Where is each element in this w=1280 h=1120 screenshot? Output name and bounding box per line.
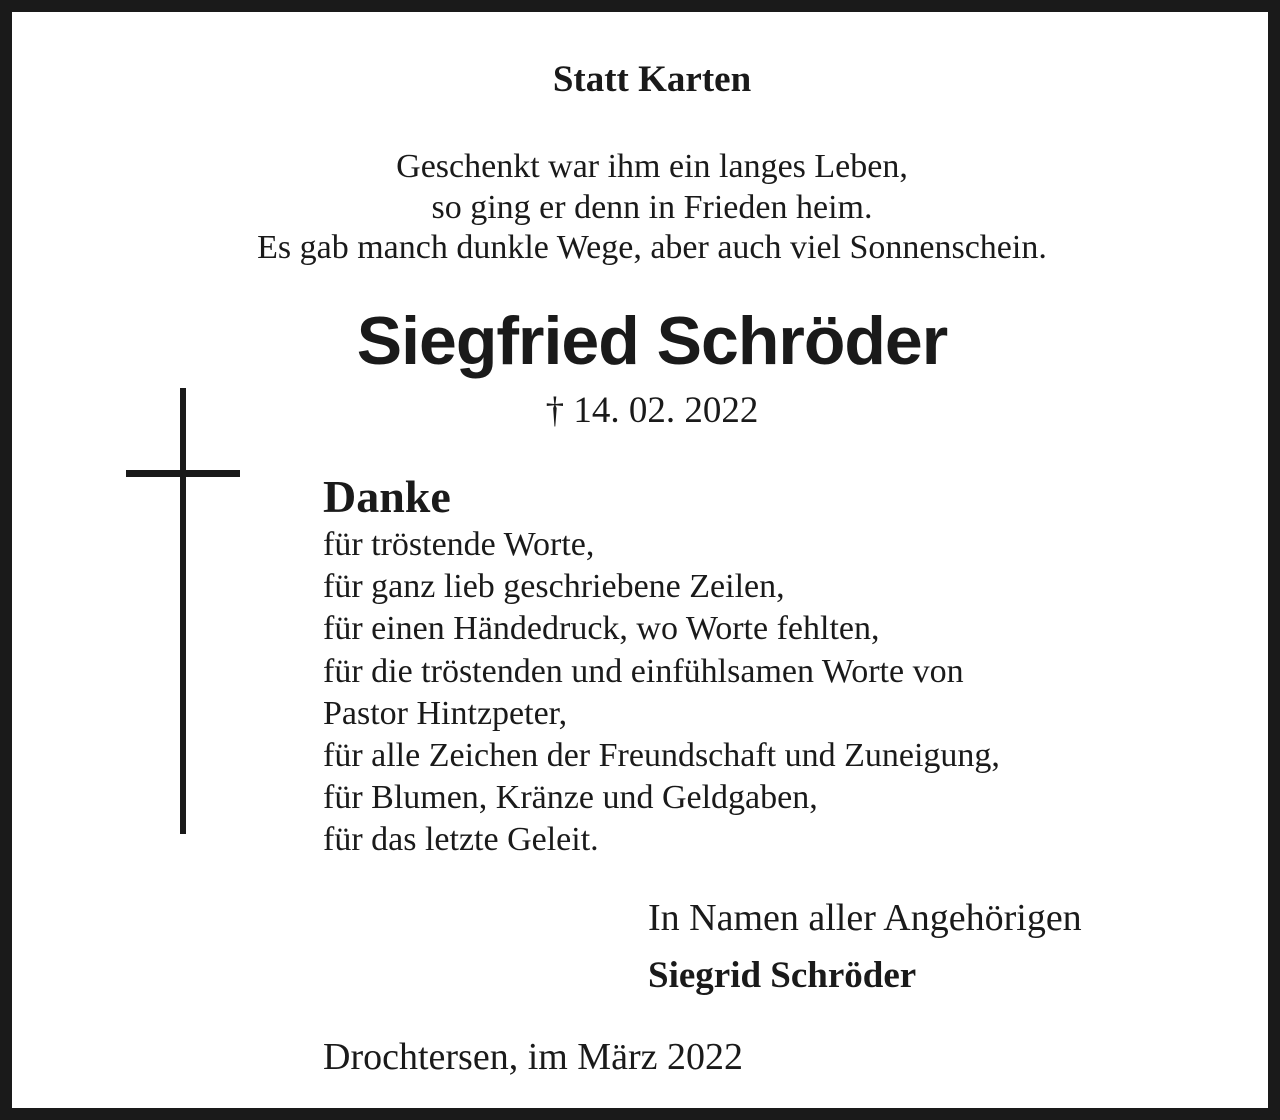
thanks-line: für das letzte Geleit. bbox=[323, 821, 599, 859]
thanks-line: Pastor Hintzpeter, bbox=[323, 694, 568, 732]
cross-horizontal-bar bbox=[126, 470, 240, 477]
thanks-line: für alle Zeichen der Freundschaft und Zuneigung, bbox=[323, 737, 1000, 775]
verse-line: Geschenkt war ihm ein langes Leben, bbox=[396, 148, 908, 185]
cross-vertical-bar bbox=[180, 388, 186, 834]
thanks-title: Danke bbox=[323, 471, 451, 522]
thanks-line: für tröstende Worte, bbox=[323, 526, 595, 563]
verse bbox=[12, 147, 1280, 269]
death-date: † 14. 02. 2022 bbox=[545, 390, 759, 431]
verse-line: so ging er denn in Frieden heim. bbox=[431, 188, 873, 226]
signature-intro: In Namen aller Angehörigen bbox=[648, 897, 1082, 939]
verse-line: Es gab manch dunkle Wege, aber auch viel Sonnenschein. bbox=[257, 229, 1047, 266]
deceased-name: Siegfried Schröder bbox=[356, 303, 948, 379]
thanks-line: für Blumen, Kränze und Geldgaben, bbox=[323, 779, 818, 817]
thanks-line: für einen Händedruck, wo Worte fehlten, bbox=[323, 610, 880, 648]
signature-name: Siegrid Schröder bbox=[648, 955, 917, 996]
place-date: Drochtersen, im März 2022 bbox=[323, 1036, 743, 1078]
thanks-line: für die tröstenden und einfühlsamen Worte von bbox=[323, 652, 964, 690]
thanks-line: für ganz lieb geschriebene Zeilen, bbox=[323, 568, 785, 606]
thanks-list bbox=[323, 524, 1000, 862]
heading: Statt Karten bbox=[552, 59, 752, 100]
